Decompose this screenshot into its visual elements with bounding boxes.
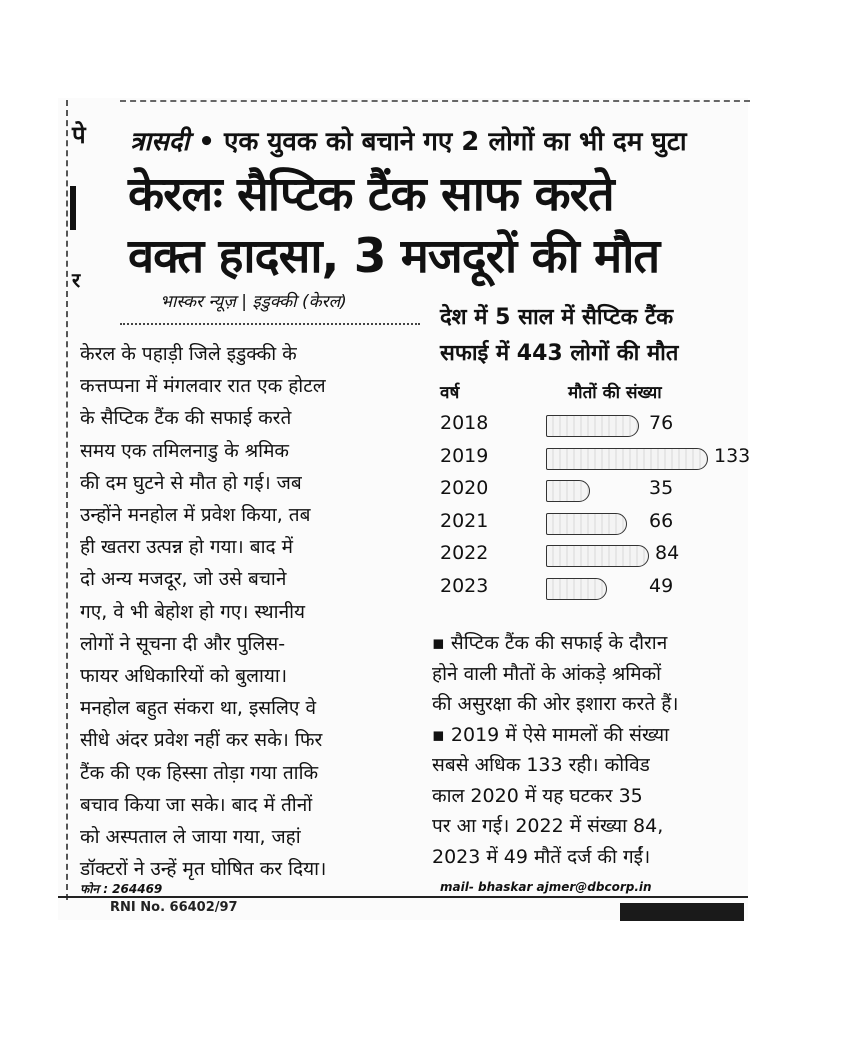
body-line: डॉक्टरों ने उन्हें मृत घोषित कर दिया।: [80, 858, 327, 881]
byline: भास्कर न्यूज़ | इडुक्की (केरल): [160, 292, 347, 312]
row-bar: [546, 480, 590, 502]
sidebar-subhead-line: सफाई में 443 लोगों की मौत: [440, 341, 679, 366]
table-row: [440, 540, 720, 573]
row-bar: [546, 448, 708, 470]
row-year: 2020: [440, 477, 489, 499]
deaths-table: [440, 410, 751, 605]
row-deaths: 133: [714, 444, 751, 467]
bullet-line: 2023 में 49 मौतें दर्ज की गईं।: [432, 845, 651, 868]
body-line: कत्तप्पना में मंगलवार रात एक होटल: [80, 375, 326, 398]
cut-text-fragment: पे: [72, 121, 86, 149]
column-header-year: वर्ष: [440, 383, 460, 403]
body-line: उन्होंने मनहोल में प्रवेश किया, तब: [80, 504, 311, 527]
footer-phone: फोन : 264469: [80, 882, 163, 896]
kicker: [130, 122, 687, 158]
row-bar: [546, 513, 627, 535]
sidebar-subhead: [440, 300, 678, 372]
bullet-line: सबसे अधिक 133 रही। कोविड: [432, 754, 650, 776]
body-line: की दम घुटने से मौत हो गई। जब: [80, 471, 302, 494]
table-row: [440, 475, 720, 508]
body-line: समय एक तमिलनाडु के श्रमिक: [80, 439, 290, 462]
body-line: ही खतरा उत्पन्न हो गया। बाद में: [80, 536, 293, 559]
row-bar: [546, 578, 607, 600]
column-header-deaths: मौतों की संख्या: [568, 383, 662, 403]
table-row: [440, 573, 720, 606]
body-line: लोगों ने सूचना दी और पुलिस-: [80, 632, 286, 655]
headline-line-2: वक्त हादसा, 3 मजदूरों की मौत: [128, 229, 660, 284]
bullet-line: काल 2020 में यह घटकर 35: [432, 784, 643, 807]
row-year: 2023: [440, 574, 489, 597]
body-line: टैंक की एक हिस्सा तोड़ा गया ताकि: [80, 761, 319, 784]
body-line: फायर अधिकारियों को बुलाया।: [80, 665, 288, 688]
clipping-top-edge: [120, 100, 750, 102]
bullet-line: ▪ 2019 में ऐसे मामलों की संख्या: [432, 723, 670, 746]
bullet-line: ▪ सैप्टिक टैंक की सफाई के दौरान: [432, 632, 668, 654]
kicker-separator: •: [198, 127, 215, 157]
bullet-line: होने वाली मौतों के आंकड़े श्रमिकों: [432, 662, 662, 685]
row-deaths: 76: [649, 412, 674, 434]
row-year: 2019: [440, 444, 489, 467]
sidebar-bullets: [432, 628, 732, 872]
body-line: मनहोल बहुत संकरा था, इसलिए वे: [80, 697, 317, 720]
headline: [128, 164, 728, 288]
row-year: 2021: [440, 509, 489, 532]
body-line: दो अन्य मजदूर, जो उसे बचाने: [80, 568, 287, 591]
footer-divider: [58, 896, 748, 898]
body-line: केरल के पहाड़ी जिले इडुक्की के: [80, 343, 297, 365]
body-line: गए, वे भी बेहोश हो गए। स्थानीय: [80, 600, 306, 623]
footer-email: mail- bhaskar ajmer@dbcorp.in: [440, 880, 652, 894]
row-year: 2022: [440, 542, 489, 564]
scan-artifact: [620, 903, 744, 921]
kicker-text: एक युवक को बचाने गए 2 लोगों का भी दम घुटा: [223, 127, 687, 157]
row-bar: [546, 545, 649, 567]
body-line: बचाव किया जा सके। बाद में तीनों: [80, 793, 313, 816]
kicker-label: त्रासदी: [130, 127, 190, 157]
table-row: [440, 443, 751, 476]
cut-text-fragment-bar: [70, 186, 76, 230]
table-row: [440, 410, 720, 443]
body-line: के सैप्टिक टैंक की सफाई करते: [80, 407, 292, 430]
row-bar: [546, 415, 639, 437]
row-deaths: 66: [649, 509, 674, 532]
article-body: [80, 338, 408, 885]
byline-divider: [120, 323, 420, 325]
body-line: सीधे अंदर प्रवेश नहीं कर सके। फिर: [80, 729, 323, 752]
body-line: को अस्पताल ले जाया गया, जहां: [80, 826, 301, 849]
sidebar-subhead-line: देश में 5 साल में सैप्टिक टैंक: [440, 305, 674, 330]
table-row: [440, 508, 720, 541]
cut-text-fragment: र: [72, 268, 81, 292]
headline-line-1: केरलः सैप्टिक टैंक साफ करते: [128, 167, 614, 222]
row-deaths: 84: [655, 542, 680, 564]
row-deaths: 35: [649, 477, 674, 499]
bullet-line: की असुरक्षा की ओर इशारा करते हैं।: [432, 693, 679, 715]
row-year: 2018: [440, 412, 489, 434]
bullet-line: पर आ गई। 2022 में संख्या 84,: [432, 815, 664, 837]
footer-rni: RNI No. 66402/97: [110, 900, 238, 915]
row-deaths: 49: [649, 574, 674, 597]
